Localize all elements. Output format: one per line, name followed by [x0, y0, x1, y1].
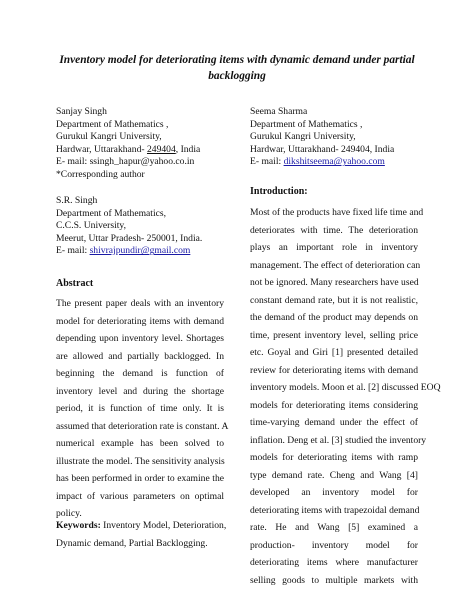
keywords-line-1: [56, 517, 226, 535]
text-line: deteriorating items where manufacturer: [250, 557, 418, 568]
author-address: [56, 144, 200, 157]
text-line: rate. He and Wang [5] examined a: [250, 522, 418, 533]
author-email: [56, 245, 202, 258]
corresponding-author-note: *Corresponding author: [56, 168, 145, 180]
author-university: C.C.S. University,: [56, 220, 127, 232]
text-line: model for deteriorating items with demand: [56, 315, 224, 327]
text-line: constant demand rate, but it is not realistic,: [250, 294, 418, 306]
text-line: developed an inventory model for: [250, 487, 418, 498]
introduction-heading: Introduction:: [250, 186, 308, 197]
keywords-text-1: Inventory Model, Deterioration,: [100, 520, 227, 531]
author-block-1: [56, 106, 200, 182]
author-name: S.R. Singh: [56, 195, 98, 206]
text-line: models for deteriorating items considering: [250, 399, 418, 411]
text-line: inventory level and during the shortage: [56, 385, 224, 397]
keywords: [56, 517, 226, 552]
abstract-heading: Abstract: [56, 278, 94, 289]
text-line: deteriorates with time. The deterioration: [250, 224, 418, 236]
keywords-label: Keywords:: [56, 520, 101, 531]
email-link[interactable]: shivrajpundir@gmail.com: [89, 245, 191, 257]
address-pincode: 249404: [146, 143, 176, 155]
text-line: beginning the demand is function of: [56, 368, 224, 379]
author-address: Hardwar, Uttarakhand- 249404, India: [250, 143, 395, 155]
text-line: not be ignored. Many researchers have used: [250, 277, 419, 288]
author-department: Department of Mathematics,: [56, 207, 167, 219]
text-line: inventory models. Moon et al. [2] discussed EOQ: [250, 382, 441, 393]
email-link[interactable]: dikshitseema@yahoo.com: [283, 156, 385, 168]
text-line: type demand rate. Cheng and Wang [4]: [250, 469, 418, 481]
text-line: inflation. Deng et al. [3] studied the inventory: [250, 434, 427, 446]
text-line: impact of various parameters on optimal: [56, 490, 224, 502]
text-line: has been performed in order to examine the: [56, 473, 224, 484]
author-block-3: [250, 106, 394, 169]
text-line: management. The effect of deterioration can: [250, 259, 421, 271]
paper-title: [40, 52, 434, 84]
author-name: Sanjay Singh: [56, 106, 107, 117]
text-line: assumed that deterioration rate is constant. A: [56, 420, 229, 432]
text-line: the demand of the product may depends on: [250, 312, 418, 323]
author-department: Department of Mathematics ,: [56, 118, 169, 130]
address-suffix: , India: [175, 143, 201, 155]
email-prefix: E- mail:: [56, 245, 90, 257]
author-department: Department of Mathematics ,: [250, 118, 363, 130]
text-line: review for deteriorating items with demand: [250, 364, 418, 376]
author-block-2: [56, 195, 202, 258]
email-prefix: E- mail:: [250, 156, 284, 168]
abstract-body: [56, 295, 229, 523]
author-email: [250, 156, 394, 169]
text-line: The present paper deals with an inventory: [56, 298, 224, 309]
address-prefix: Hardwar, Uttarakhand-: [56, 143, 147, 155]
text-line: selling goods to multiple markets with: [250, 574, 418, 586]
text-line: time, present inventory level, selling price: [250, 329, 418, 341]
text-line: plays an important role in inventory: [250, 242, 418, 253]
text-line: deteriorating items with trapezoidal demand: [250, 504, 420, 516]
introduction-body: [250, 204, 441, 589]
author-university: Gurukul Kangri University,: [56, 131, 162, 143]
text-line: period, it is function of time only. It is: [56, 403, 224, 414]
text-line: Most of the products have fixed life time and: [250, 207, 424, 218]
author-address: Meerut, Uttar Pradesh- 250001, India.: [56, 232, 203, 244]
keywords-text-2: Dynamic demand, Partial Backlogging.: [56, 537, 208, 549]
title-line-1: Inventory model for deteriorating items with dynamic demand under partial: [59, 54, 415, 66]
text-line: illustrate the model. The sensitivity analysis: [56, 455, 225, 467]
text-line: numerical example has been solved to: [56, 438, 224, 449]
text-line: models for deteriorating items with ramp: [250, 452, 418, 463]
author-university: Gurukul Kangri University,: [250, 131, 356, 143]
text-line: are allowed and partially backlogged. In: [56, 350, 224, 362]
text-line: etc. Goyal and Giri [1] presented detailed: [250, 347, 418, 358]
title-line-2: backlogging: [208, 70, 266, 82]
author-email: E- mail: ssingh_hapur@yahoo.co.in: [56, 156, 195, 168]
text-line: policy.: [56, 508, 82, 519]
author-name: Seema Sharma: [250, 106, 308, 117]
text-line: production- inventory model for: [250, 539, 418, 551]
text-line: depending upon inventory level. Shortages: [56, 333, 224, 344]
text-line: time-varying demand under the effect of: [250, 417, 418, 428]
